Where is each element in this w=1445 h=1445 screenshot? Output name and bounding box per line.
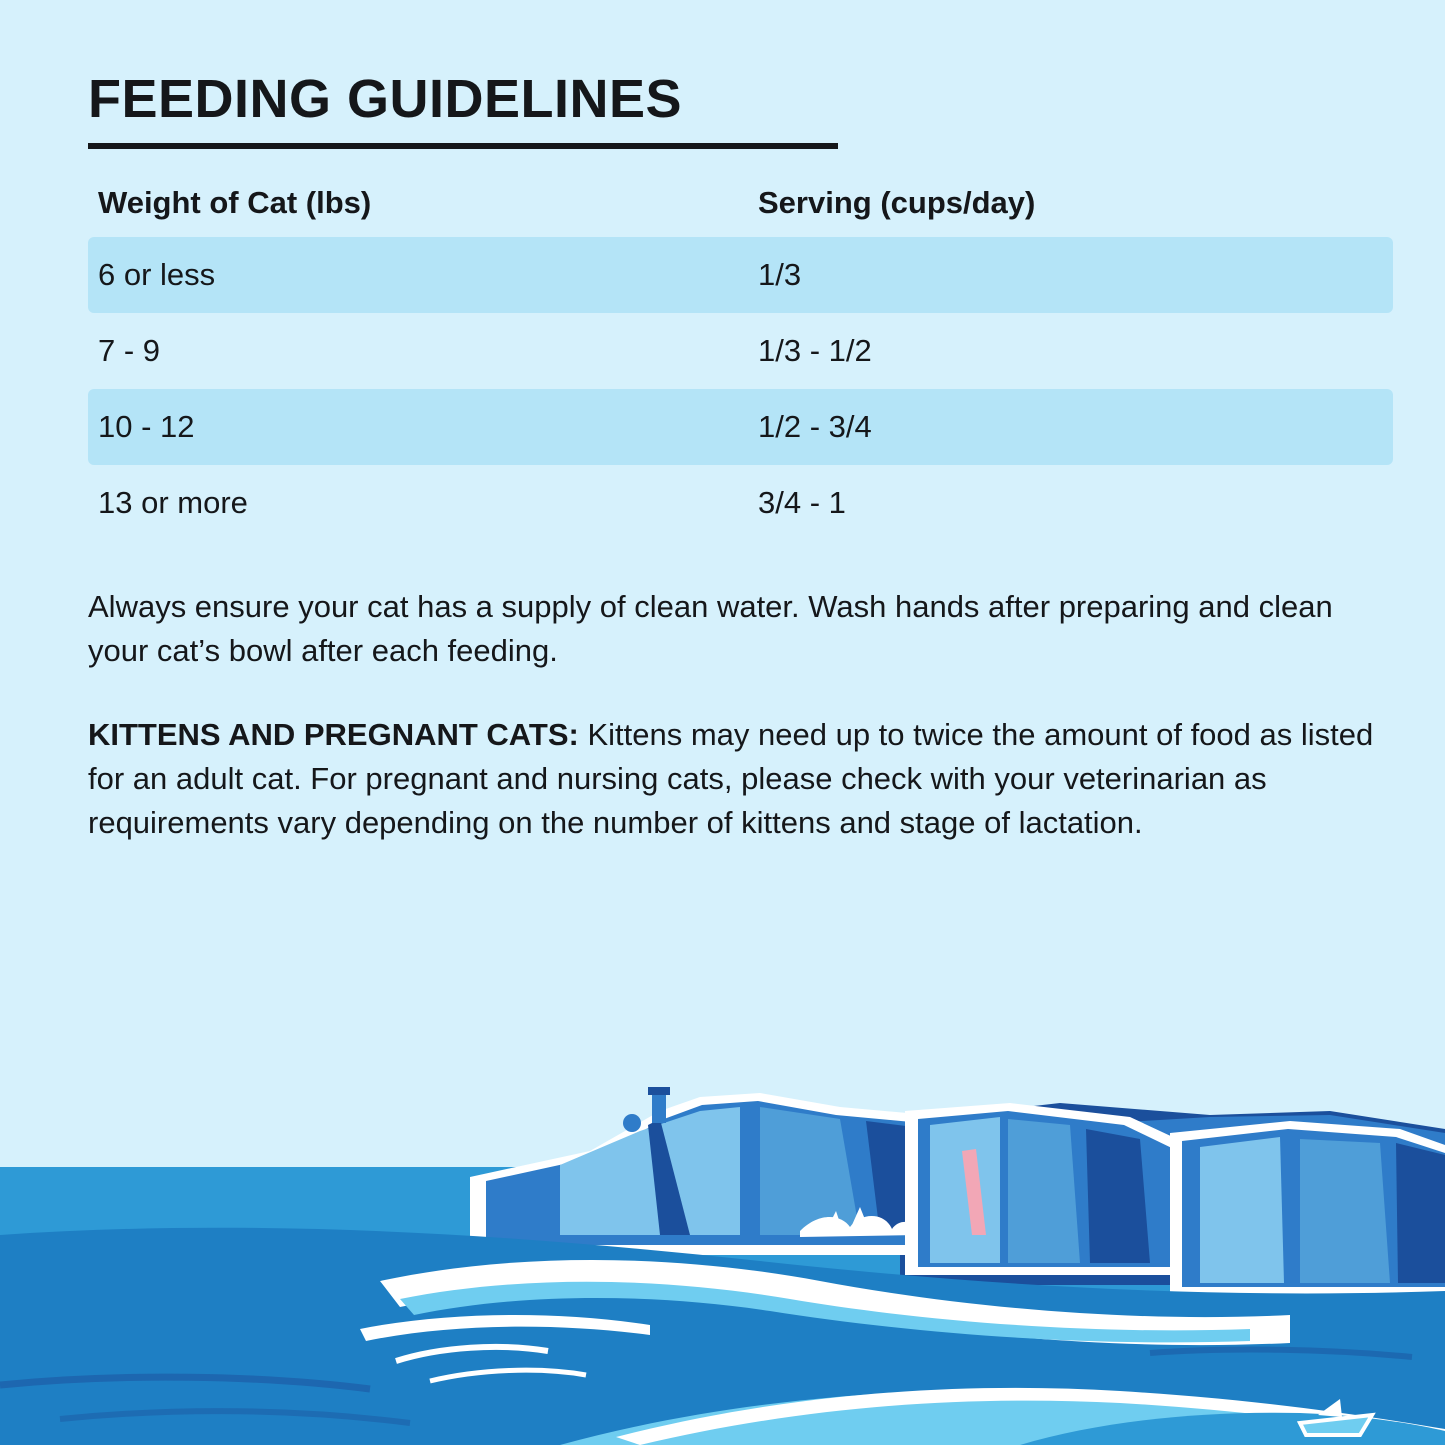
cliff-right-light <box>1200 1137 1284 1283</box>
illustration-svg <box>0 1085 1445 1445</box>
feeding-table <box>88 177 1393 541</box>
lighthouse-tower <box>652 1093 666 1123</box>
kittens-note <box>88 713 1378 845</box>
cliff-right-dark <box>1396 1143 1445 1283</box>
kittens-note-label: KITTENS AND PREGNANT CATS: <box>88 717 579 753</box>
cell-serving: 3/4 - 1 <box>758 485 846 521</box>
hill-knob <box>623 1114 641 1132</box>
table-row <box>88 465 1393 541</box>
cliff-mid-panel <box>1008 1119 1080 1263</box>
cell-weight: 6 or less <box>88 237 748 313</box>
cell-weight: 10 - 12 <box>88 389 748 465</box>
cliff-right-panel <box>1300 1139 1390 1283</box>
cliff-mid-light <box>930 1117 1000 1263</box>
table-row <box>88 389 1393 465</box>
table-row <box>88 313 1393 389</box>
cell-serving: 1/2 - 3/4 <box>748 389 1393 465</box>
cell-serving: 1/3 - 1/2 <box>758 333 872 369</box>
cell-weight: 13 or more <box>98 485 248 521</box>
page-title: FEEDING GUIDELINES <box>88 69 683 129</box>
cell-weight: 7 - 9 <box>98 333 161 369</box>
kittens-note-body: Kittens may need up to twice the amount of food as listed for an adult cat. For pregnant and nursing cats, please check with your veterinarian as requirements vary depending on the number of kittens and stage of lactation. <box>88 717 1374 841</box>
lighthouse-top <box>648 1087 670 1095</box>
content-area <box>88 70 1398 845</box>
table-header-row <box>88 177 1393 237</box>
column-header-weight: Weight of Cat (lbs) <box>98 185 372 221</box>
coastal-cliffs-and-ocean-illustration <box>0 1085 1445 1445</box>
water-note: Always ensure your cat has a supply of clean water. Wash hands after preparing and clean your cat’s bowl after each feeding. <box>88 589 1333 669</box>
table-row <box>88 237 1393 313</box>
cell-serving: 1/3 <box>748 237 1393 313</box>
cliff-mid-dark <box>1086 1129 1150 1263</box>
title-underline <box>88 143 838 149</box>
column-header-serving: Serving (cups/day) <box>758 185 1036 221</box>
